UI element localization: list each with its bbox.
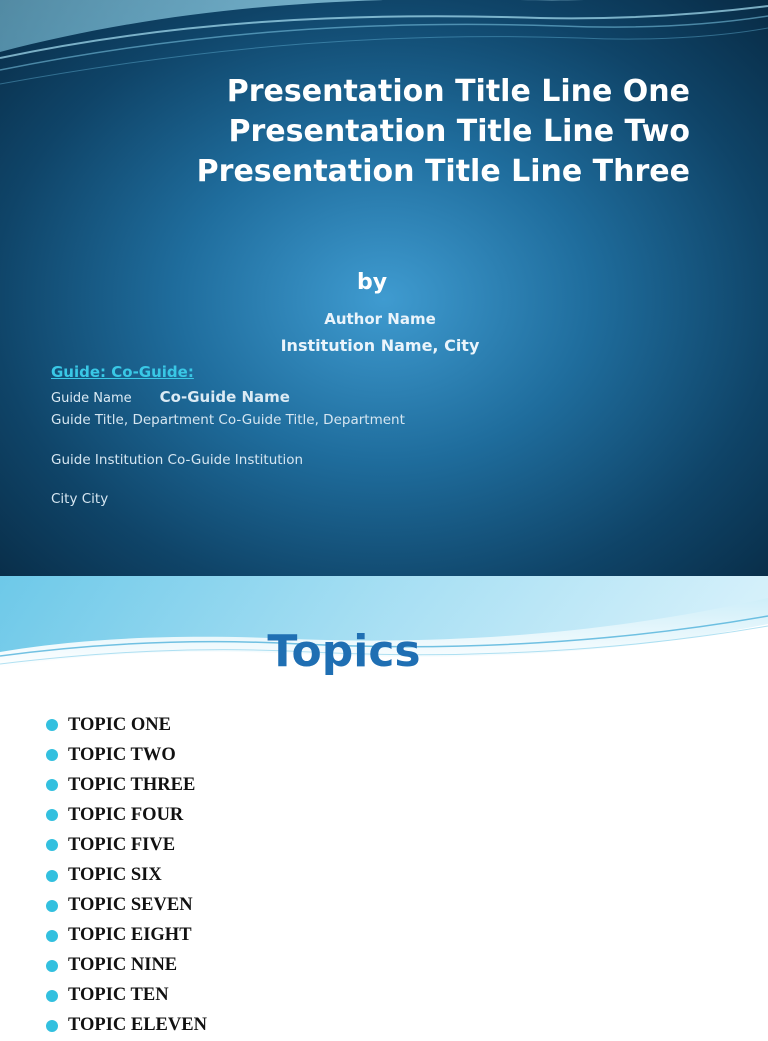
topic-list-item (46, 800, 207, 830)
presentation-title-line: Presentation Title Line One (226, 74, 690, 109)
bullet-icon (46, 749, 58, 761)
topics-slide (0, 576, 768, 1036)
guide-detail-line: Guide Title, Department Co-Guide Title, Department (51, 412, 405, 428)
topics-list (46, 710, 207, 1041)
bullet-icon (46, 930, 58, 942)
guide-detail-line: City City (51, 491, 109, 507)
guides-heading: Guide: Co-Guide: (51, 363, 194, 381)
topic-label: TOPIC ELEVEN (68, 1015, 207, 1036)
bullet-icon (46, 960, 58, 972)
bullet-icon (46, 779, 58, 791)
bullet-icon (46, 1020, 58, 1032)
bullet-icon (46, 809, 58, 821)
topic-label: TOPIC SIX (68, 865, 162, 886)
topic-label: TOPIC SEVEN (68, 895, 193, 916)
presentation-title (50, 72, 690, 192)
author-name: Author Name (324, 310, 436, 328)
topic-list-item (46, 710, 207, 740)
presentation-title-line: Presentation Title Line Two (228, 114, 690, 149)
topic-list-item (46, 951, 207, 981)
guide-name: Guide Name (51, 391, 132, 406)
bullet-icon (46, 870, 58, 882)
topic-label: TOPIC TEN (68, 985, 169, 1006)
topic-label: TOPIC NINE (68, 955, 178, 976)
guides-names-row (51, 388, 731, 407)
bullet-icon (46, 900, 58, 912)
topic-list-item (46, 891, 207, 921)
bullet-icon (46, 839, 58, 851)
guide-detail-line: Guide Institution Co-Guide Institution (51, 452, 304, 468)
topic-list-item (46, 981, 207, 1011)
topic-label: TOPIC FOUR (68, 804, 184, 825)
topic-label: TOPIC ONE (68, 714, 171, 735)
topic-list-item (46, 921, 207, 951)
topic-list-item (46, 830, 207, 860)
bullet-icon (46, 719, 58, 731)
presentation-title-line: Presentation Title Line Three (196, 154, 690, 189)
topic-list-item (46, 1011, 207, 1041)
topic-list-item (46, 770, 207, 800)
topic-list-item (46, 860, 207, 890)
topics-heading: Topics (267, 626, 421, 677)
by-label: by (356, 270, 388, 295)
topic-label: TOPIC TWO (68, 744, 176, 765)
coguide-name: Co-Guide Name (159, 388, 290, 406)
topic-label: TOPIC THREE (68, 774, 196, 795)
topic-list-item (46, 740, 207, 770)
topic-label: TOPIC EIGHT (68, 925, 192, 946)
topic-label: TOPIC FIVE (68, 834, 176, 855)
bullet-icon (46, 990, 58, 1002)
author-institute: Institution Name, City (280, 336, 480, 355)
